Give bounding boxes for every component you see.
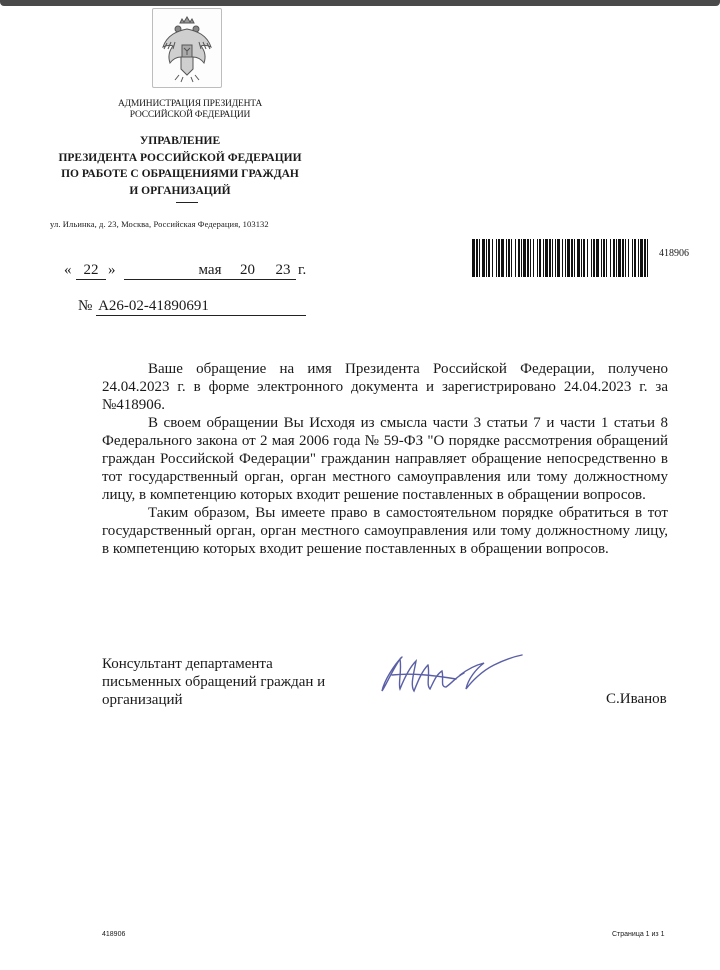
- body-paragraph-2: В своем обращении Вы Исходя из смысла части 3 статьи 7 и части 1 статьи 8 Федерального закона от 2 мая 2006 года № 59-ФЗ "О порядке рассмотрения обращений граждан Российской Федерации" гражданин направляет обращение непосредственно в тот государственный орган, орган местного самоуправления или тому должностному лицу, в компетенцию которых входит решение поставленных в обращении вопросов.: [102, 415, 668, 503]
- barcode-number: 418906: [659, 248, 689, 259]
- date-year-suffix: 23: [270, 262, 296, 280]
- header-divider: [176, 202, 198, 203]
- registration-number: [78, 298, 306, 316]
- date-day: 22: [76, 262, 106, 280]
- dept-line-3: ПО РАБОТЕ С ОБРАЩЕНИЯМИ ГРАЖДАН: [61, 168, 299, 180]
- dept-line-2: ПРЕЗИДЕНТА РОССИЙСКОЙ ФЕДЕРАЦИИ: [58, 151, 302, 164]
- department-header: [40, 133, 320, 199]
- dept-line-1: УПРАВЛЕНИЕ: [139, 135, 221, 147]
- position-line-1: Консультант департамента: [102, 656, 273, 672]
- date-year-label: г.: [298, 262, 307, 278]
- body-paragraph-1: Ваше обращение на имя Президента Российской Федерации, получено 24.04.2023 г. в форме электронного документа и зарегистрировано 24.04.2023 г. за №418906.: [102, 361, 668, 413]
- position-line-2: письменных обращений граждан и: [102, 674, 326, 690]
- body-paragraph-3: Таким образом, Вы имеете право в самостоятельном порядке обратиться в тот государственный орган, орган местного самоуправления или тому должностному лицу, в компетенцию которых входит решение поставленных в обращении вопросов.: [102, 505, 668, 557]
- dept-line-4: И ОРГАНИЗАЦИЙ: [129, 184, 231, 197]
- footer-document-id: 418906: [102, 931, 126, 938]
- barcode: [472, 239, 650, 277]
- signer-name: С.Иванов: [606, 691, 667, 707]
- footer-page-number: Страница 1 из 1: [612, 931, 665, 938]
- date-month: мая: [124, 262, 296, 280]
- handwritten-signature: [372, 635, 530, 705]
- admin-line-1: АДМИНИСТРАЦИЯ ПРЕЗИДЕНТА: [117, 99, 263, 109]
- signer-position: [102, 655, 362, 709]
- position-line-3: организаций: [102, 692, 183, 708]
- registration-value: А26-02-41890691: [96, 298, 306, 316]
- letter-body: [102, 360, 668, 558]
- date-year-prefix: 20: [240, 262, 255, 278]
- address-line: ул. Ильинка, д. 23, Москва, Российская Федерация, 103132: [50, 219, 269, 229]
- registration-prefix: №: [78, 298, 93, 314]
- date-close-quote: »: [108, 262, 116, 278]
- state-emblem-icon: [152, 8, 222, 88]
- administration-header: [80, 99, 300, 121]
- admin-line-2: РОССИЙСКОЙ ФЕДЕРАЦИИ: [129, 110, 251, 120]
- date-open-quote: «: [64, 262, 72, 278]
- viewer-top-bar: [0, 0, 720, 6]
